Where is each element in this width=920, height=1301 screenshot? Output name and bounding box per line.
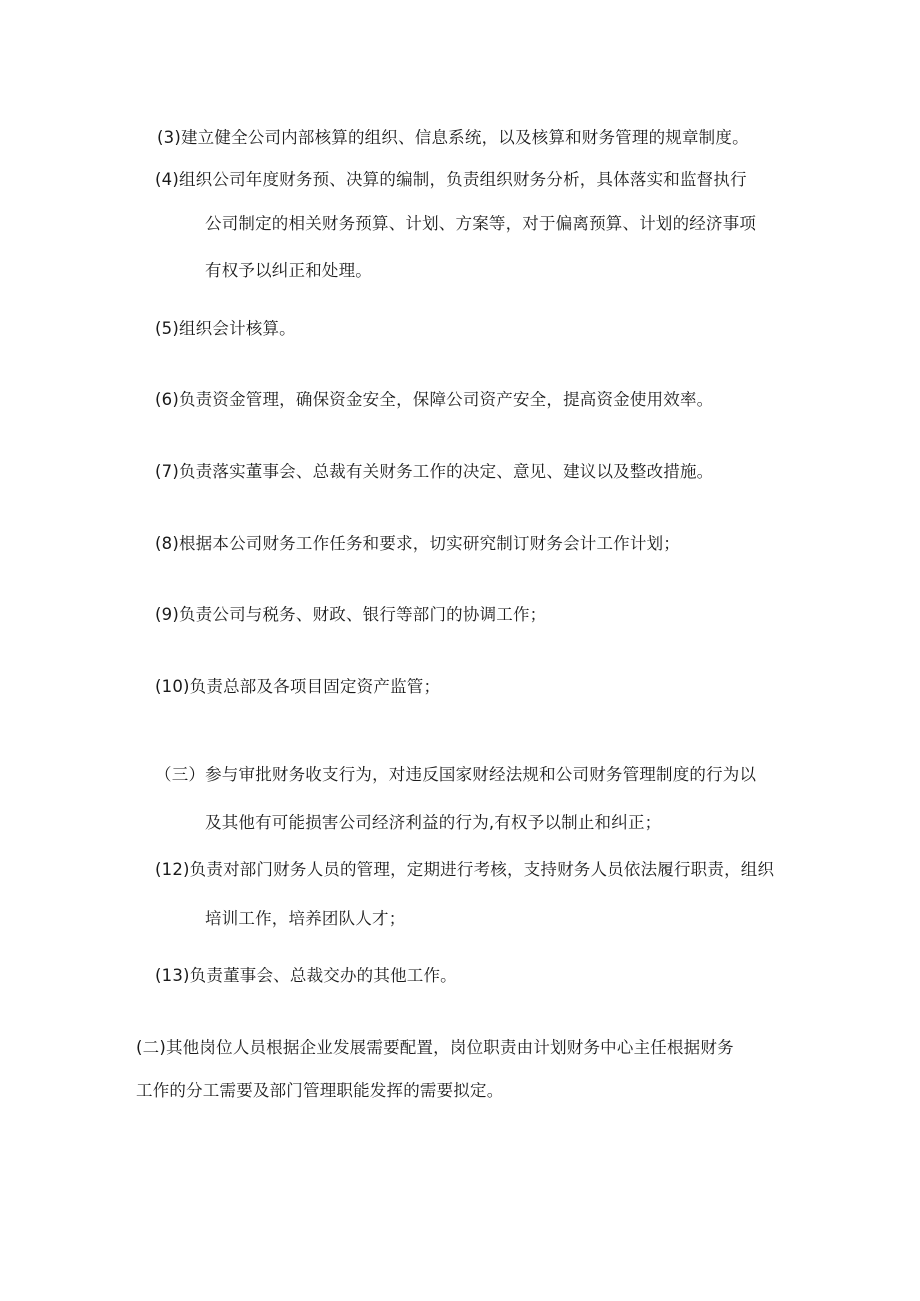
item-4-line-3: 有权予以纠正和处理。 <box>205 261 372 280</box>
section-er-line-2: 工作的分工需要及部门管理职能发挥的需要拟定。 <box>136 1081 504 1100</box>
item-12-line-2: 培训工作，培养团队人才； <box>205 909 406 928</box>
item-12-line-1: (12)负责对部门财务人员的管理，定期进行考核，支持财务人员依法履行职责，组织 <box>155 860 775 879</box>
item-8-line-1: (8)根据本公司财务工作任务和要求，切实研究制订财务会计工作计划； <box>155 534 680 553</box>
section-er-line-1: (二)其他岗位人员根据企业发展需要配置，岗位职责由计划财务中心主任根据财务 <box>136 1038 734 1057</box>
item-7-line-1: (7)负责落实董事会、总裁有关财务工作的决定、意见、建议以及整改措施。 <box>155 462 714 481</box>
item-san-line-2: 及其他有可能损害公司经济利益的行为,有权予以制止和纠正； <box>205 813 662 832</box>
item-6-line-1: (6)负责资金管理，确保资金安全，保障公司资产安全，提高资金使用效率。 <box>155 390 714 409</box>
item-10-line-1: (10)负责总部及各项目固定资产监管； <box>155 677 441 696</box>
item-13-line-1: (13)负责董事会、总裁交办的其他工作。 <box>155 966 457 985</box>
item-9-line-1: (9)负责公司与税务、财政、银行等部门的协调工作； <box>155 605 547 624</box>
item-4-line-2: 公司制定的相关财务预算、计划、方案等，对于偏离预算、计划的经济事项 <box>205 214 757 233</box>
item-san-line-1: （三）参与审批财务收支行为，对违反国家财经法规和公司财务管理制度的行为以 <box>155 765 757 784</box>
item-3-line-1: (3)建立健全公司内部核算的组织、信息系统，以及核算和财务管理的规章制度。 <box>157 128 749 147</box>
item-4-line-1: (4)组织公司年度财务预、决算的编制，负责组织财务分析，具体落实和监督执行 <box>155 170 747 189</box>
item-5-line-1: (5)组织会计核算。 <box>155 319 296 338</box>
